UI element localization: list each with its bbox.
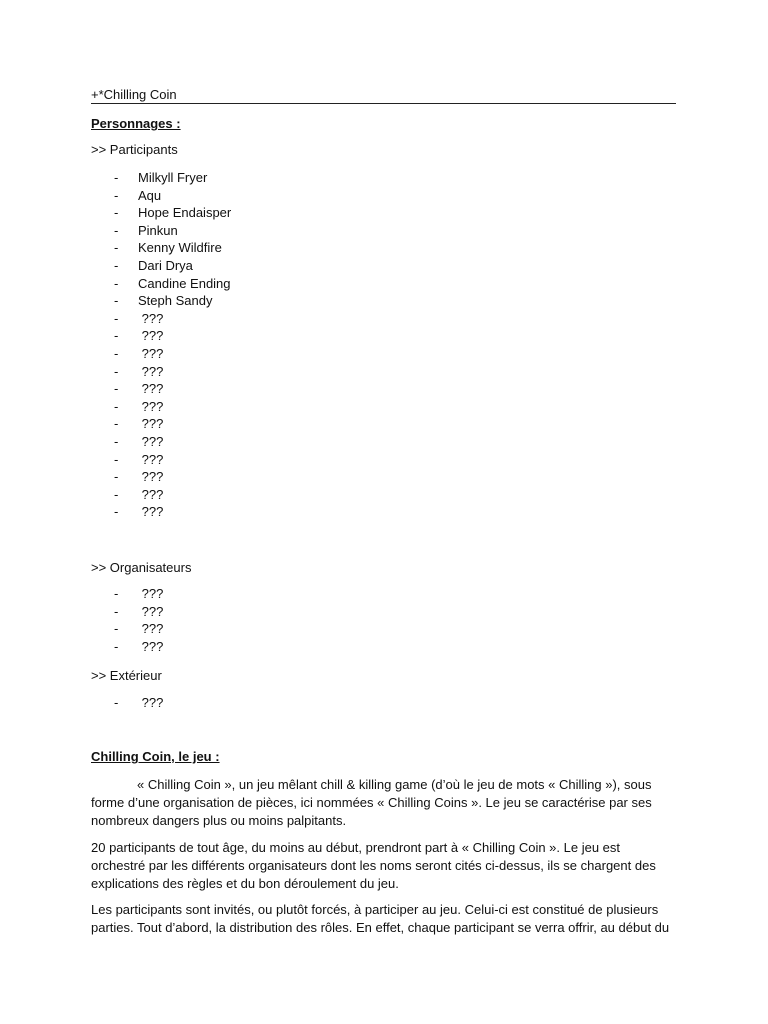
list-item: Candine Ending: [138, 275, 231, 291]
list-item: ???: [138, 486, 164, 502]
list-item: Hope Endaisper: [138, 205, 232, 221]
list-bullet: -: [114, 293, 119, 309]
list-bullet: -: [114, 695, 119, 710]
document-title: +*Chilling Coin: [91, 86, 676, 104]
list-bullet: -: [114, 504, 119, 520]
list-item: ???: [138, 638, 164, 654]
outside-heading: >> Extérieur: [91, 668, 162, 683]
list-item: Milkyll Fryer: [138, 170, 208, 185]
list-item: ???: [138, 504, 164, 520]
list-item: ???: [138, 586, 164, 601]
list-item: Kenny Wildfire: [138, 240, 222, 256]
list-item: Steph Sandy: [138, 293, 213, 309]
list-bullet: -: [114, 451, 119, 467]
organisers-heading: >> Organisateurs: [91, 560, 192, 575]
list-item: ???: [138, 451, 164, 467]
list-item: Dari Drya: [138, 258, 193, 273]
list-item: ???: [138, 434, 164, 449]
list-item: ???: [138, 328, 164, 344]
paragraph-intro: [91, 776, 677, 830]
list-bullet: -: [114, 638, 119, 654]
list-bullet: -: [114, 187, 119, 203]
list-bullet: -: [114, 469, 119, 485]
list-bullet: -: [114, 586, 119, 601]
list-item: ???: [138, 398, 164, 414]
list-bullet: -: [114, 363, 119, 379]
list-item: ???: [138, 695, 164, 710]
list-bullet: -: [114, 416, 119, 432]
list-bullet: -: [114, 310, 119, 326]
list-bullet: -: [114, 398, 119, 414]
list-bullet: -: [114, 222, 119, 238]
list-item: ???: [138, 363, 164, 379]
list-bullet: -: [114, 603, 119, 619]
list-bullet: -: [114, 275, 119, 291]
list-item: ???: [138, 603, 164, 619]
list-bullet: -: [114, 434, 119, 449]
characters-heading: Personnages :: [91, 116, 181, 131]
list-item: Aqu: [138, 187, 162, 203]
list-bullet: -: [114, 381, 119, 397]
game-heading: Chilling Coin, le jeu :: [91, 749, 220, 764]
list-bullet: -: [114, 486, 119, 502]
list-bullet: -: [114, 170, 119, 185]
paragraph-participants: 20 participants de tout âge, du moins au début, prendront part à « Chilling Coin ». Le jeu est orchestré par les différents organisateurs dont les noms seront cités ci-dessus, ils se chargent des explications des règles et du bon déroulement du jeu.: [91, 840, 656, 891]
list-bullet: -: [114, 240, 119, 256]
list-bullet: -: [114, 258, 119, 273]
paragraph-intro-text: « Chilling Coin », un jeu mêlant chill & killing game (d’où le jeu de mots « Chilling »), sous forme d’une organisation de pièces, ici nommées « Chilling Coins ». Le jeu se caractérise par ses nombreux dangers plus ou moins palpitants.: [91, 777, 652, 828]
paragraph-rules: Les participants sont invités, ou plutôt forcés, à participer au jeu. Celui-ci est constitué de plusieurs parties. Tout d’abord, la distribution des rôles. En effet, chaque participant se verra offrir, au début du: [91, 902, 670, 935]
list-item: ???: [138, 381, 164, 397]
list-bullet: -: [114, 205, 119, 221]
participants-heading: >> Participants: [91, 142, 178, 157]
list-bullet: -: [114, 621, 119, 637]
list-item: ???: [138, 346, 164, 361]
list-item: ???: [138, 310, 164, 326]
list-item: ???: [138, 621, 164, 637]
list-item: ???: [138, 469, 164, 485]
list-item: ???: [138, 416, 164, 432]
list-item: Pinkun: [138, 222, 178, 238]
list-bullet: -: [114, 346, 119, 361]
list-bullet: -: [114, 328, 119, 344]
